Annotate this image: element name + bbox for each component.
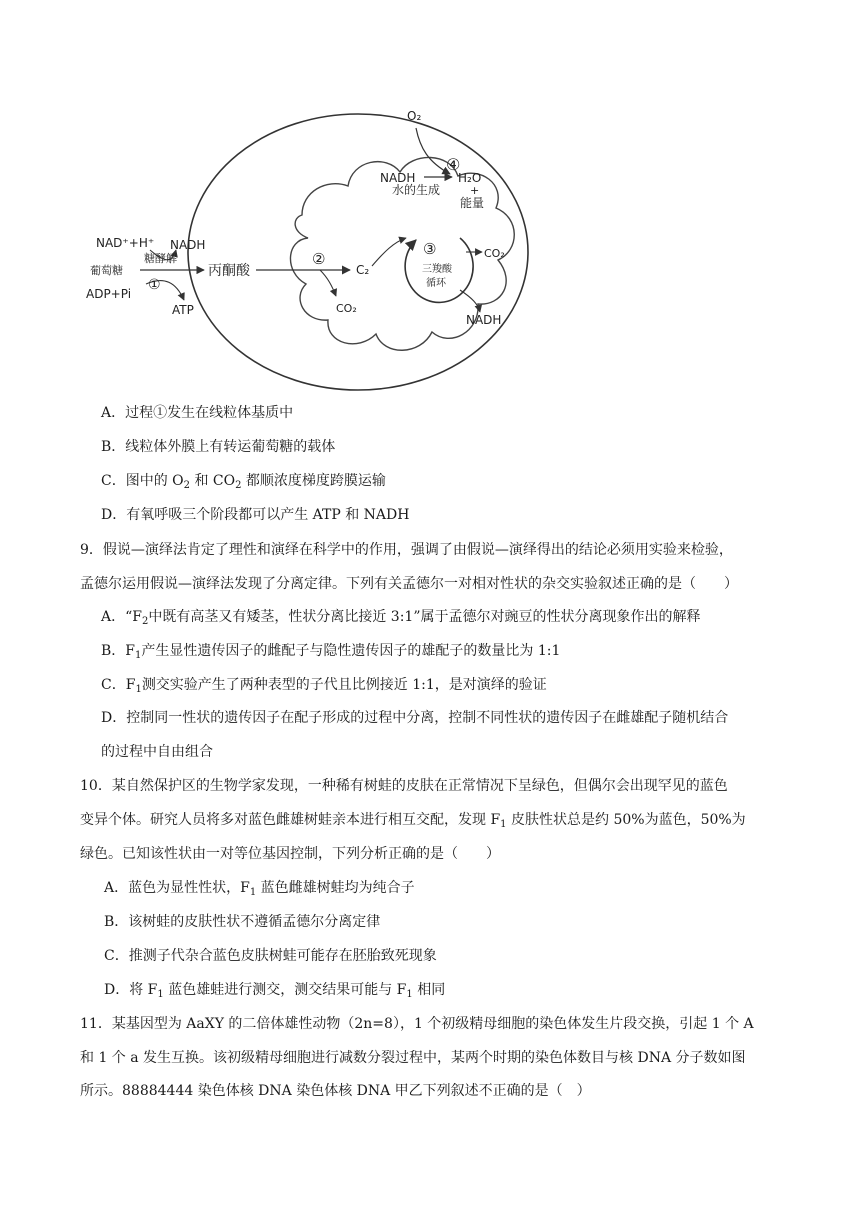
q8-option-d: D．有氧呼吸三个阶段都可以产生 ATP 和 NADH <box>101 507 410 523</box>
plus-label: + <box>470 184 480 197</box>
q10-a-text-1: A．蓝色为显性性状，F <box>104 880 250 896</box>
q8-c-text-1: C．图中的 O <box>101 473 184 489</box>
q10-d-text-2: 蓝色雄蛙进行测交，测交结果可能与 F <box>163 982 407 998</box>
q10-stem-line2 <box>80 810 746 830</box>
q9-option-b <box>101 641 560 661</box>
q10-stem-text-1: 变异个体。研究人员将多对蓝色雌雄树蛙亲本进行相互交配，发现 F <box>80 812 501 828</box>
q9-c-text-1: C．F <box>101 677 136 693</box>
water-formation-label: 水的生成 <box>392 183 441 197</box>
q10-option-d <box>104 980 445 1000</box>
q9-a-text-1: A．“F <box>101 609 142 625</box>
q9-b-text-2: 产生显性遗传因子的雌配子与隐性遗传因子的雄配子的数量比为 1:1 <box>141 643 561 659</box>
q8-c-sub-2: 2 <box>235 480 242 491</box>
q9-c-text-2: 测交实验产生了两种表型的子代且比例接近 1:1，是对演绎的验证 <box>141 677 547 693</box>
q10-stem-line3: 绿色。已知该性状由一对等位基因控制，下列分析正确的是（ ） <box>80 846 500 862</box>
q9-option-d-line2: 的过程中自由组合 <box>101 744 213 760</box>
step3-marker: ③ <box>423 240 437 258</box>
q9-option-a <box>101 607 701 627</box>
q8-c-text-2: 和 CO <box>190 473 236 489</box>
atp-label: ATP <box>172 303 194 317</box>
q10-d-sub-2: 1 <box>406 989 413 1000</box>
q10-d-text-1: D．将 F <box>104 982 158 998</box>
cycle-nadh-arrow <box>460 290 480 312</box>
adp-label: ADP+Pi <box>86 287 132 301</box>
q10-d-text-3: 相同 <box>412 982 446 998</box>
o2-label: O₂ <box>407 109 422 123</box>
q10-d-sub-1: 1 <box>157 989 164 1000</box>
q9-b-sub: 1 <box>135 650 142 661</box>
c2-label: C₂ <box>356 263 370 277</box>
q8-option-b: B．线粒体外膜上有转运葡萄糖的载体 <box>101 439 336 455</box>
q9-option-d-line1: D．控制同一性状的遗传因子在配子形成的过程中分离，控制不同性状的遗传因子在雌雄配子随机结合 <box>101 710 729 726</box>
pyruvate-label: 丙酮酸 <box>208 263 250 279</box>
glucose-label: 葡萄糖 <box>90 264 123 277</box>
co2-right-label: CO₂ <box>484 247 505 260</box>
q9-a-text-2: 中既有高茎又有矮茎，性状分离比接近 3:1”属于孟德尔对豌豆的性状分离现象作出的解释 <box>148 609 701 625</box>
nadh-bottom-label: NADH <box>466 313 502 327</box>
tca-label-1: 三羧酸 <box>422 264 452 275</box>
co2-bottom-label: CO₂ <box>336 302 357 315</box>
q10-option-b: B．该树蛙的皮肤性状不遵循孟德尔分离定律 <box>104 914 381 930</box>
q9-c-sub: 1 <box>135 684 142 695</box>
glycolysis-label: 糖酵解 <box>144 252 177 265</box>
nadh-top-label: NADH <box>380 171 416 185</box>
q8-c-sub-1: 2 <box>183 480 191 491</box>
q11-stem-line3: 所示。88884444 染色体核 DNA 染色体核 DNA 甲乙下列叙述不正确的是（ ） <box>80 1083 591 1099</box>
q10-a-sub: 1 <box>249 887 257 898</box>
h2o-label: H₂O <box>458 171 482 185</box>
respiration-diagram <box>80 100 540 395</box>
q9-stem-line2: 孟德尔运用假说—演绎法发现了分离定律。下列有关孟德尔一对相对性状的杂交实验叙述正确的是（ ） <box>80 576 738 592</box>
q10-stem-text-2: 皮肤性状总是约 50%为蓝色，50%为 <box>506 812 746 828</box>
q8-option-a: A．过程①发生在线粒体基质中 <box>101 405 294 421</box>
q10-option-a <box>104 878 415 898</box>
q11-stem-line1: 11．某基因型为 AaXY 的二倍体雄性动物（2n=8），1 个初级精母细胞的染色体发生片段交换，引起 1 个 A <box>80 1016 754 1032</box>
step4-marker: ④ <box>446 155 461 174</box>
q9-b-text-1: B．F <box>101 643 136 659</box>
q10-a-text-2: 蓝色雌雄树蛙均为纯合子 <box>256 880 415 896</box>
c2-to-cycle-arrow <box>372 238 406 266</box>
energy-label: 能量 <box>460 196 485 210</box>
co2-branch-arrow <box>320 270 336 296</box>
q11-stem-line2: 和 1 个 a 发生互换。该初级精母细胞进行减数分裂过程中，某两个时期的染色体数目与核 DNA 分子数如图 <box>80 1050 746 1066</box>
tca-label-2: 循环 <box>426 278 446 289</box>
q10-stem-line1: 10．某自然保护区的生物学家发现，一种稀有树蛙的皮肤在正常情况下呈绿色，但偶尔会出现罕见的蓝色 <box>80 778 728 794</box>
q10-option-c: C．推测子代杂合蓝色皮肤树蛙可能存在胚胎致死现象 <box>104 948 437 964</box>
q9-option-c <box>101 675 547 695</box>
q9-stem-line1: 9．假说—演绎法肯定了理性和演绎在科学中的作用，强调了由假说—演绎得出的结论必须用实验来检验， <box>80 542 733 558</box>
q8-c-text-3: 都顺浓度梯度跨膜运输 <box>241 473 386 489</box>
q8-option-c <box>101 471 386 491</box>
mitochondria-diagram <box>80 100 540 395</box>
step1-marker: ① <box>148 277 161 293</box>
q9-a-sub: 2 <box>141 616 149 627</box>
step2-marker: ② <box>312 250 326 268</box>
nad-label: NAD⁺+H⁺ <box>96 236 155 250</box>
q10-stem-sub: 1 <box>500 819 507 830</box>
nadh-left-label: NADH <box>170 238 206 252</box>
o2-arrow <box>416 128 450 174</box>
